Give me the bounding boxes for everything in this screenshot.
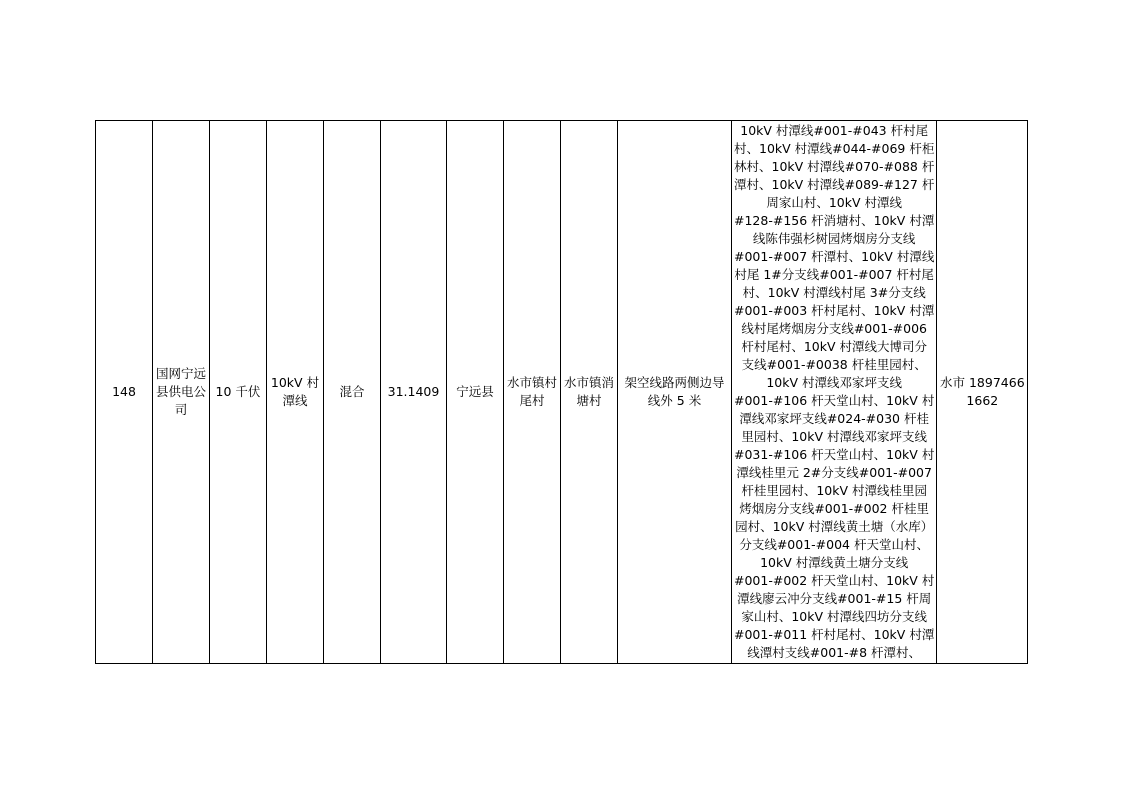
detail-line: #001-#106 杆天堂山村、10kV 村 bbox=[734, 393, 935, 408]
table-row bbox=[96, 121, 1028, 664]
protection-range-cell: 架空线路两侧边导线外 5 米 bbox=[618, 121, 732, 664]
voltage-cell: 10 千伏 bbox=[210, 121, 267, 664]
town-to-cell: 水市镇消塘村 bbox=[561, 121, 618, 664]
detail-line: 线潭村支线#001-#8 杆潭村、 bbox=[747, 645, 922, 660]
detail-line: 潭村、10kV 村潭线#089-#127 杆 bbox=[734, 177, 935, 192]
detail-line: #001-#003 杆村尾村、10kV 村潭 bbox=[734, 303, 935, 318]
detail-line: 园村、10kV 村潭线黄土塘（水库） bbox=[735, 519, 934, 534]
detail-line: #001-#002 杆天堂山村、10kV 村 bbox=[734, 573, 935, 588]
detail-line: 杆桂里园村、10kV 村潭线桂里园 bbox=[741, 483, 927, 498]
detail-line: 林村、10kV 村潭线#070-#088 杆 bbox=[734, 159, 935, 174]
detail-line: #031-#106 杆天堂山村、10kV 村 bbox=[734, 447, 935, 462]
detail-line: 潭线廖云冲分支线#001-#15 杆周 bbox=[737, 591, 932, 606]
detail-line: 分支线#001-#004 杆天堂山村、 bbox=[739, 537, 929, 552]
line-type-cell: 混合 bbox=[324, 121, 381, 664]
detail-line: #001-#011 杆村尾村、10kV 村潭 bbox=[734, 627, 935, 642]
detail-line: 家山村、10kV 村潭线四坊分支线 bbox=[741, 609, 927, 624]
line-name-cell: 10kV 村潭线 bbox=[267, 121, 324, 664]
detail-line: 潭线桂里元 2#分支线#001-#007 bbox=[736, 465, 932, 480]
detail-line: 10kV 村潭线邓家坪支线 bbox=[766, 375, 902, 390]
detail-line: 烤烟房分支线#001-#002 杆桂里 bbox=[739, 501, 929, 516]
contact-cell: 水市 18974661662 bbox=[937, 121, 1028, 664]
line-detail-text bbox=[734, 122, 934, 662]
power-line-table bbox=[95, 120, 1028, 664]
detail-line: 10kV 村潭线黄土塘分支线 bbox=[760, 555, 909, 570]
detail-line: 线村尾烤烟房分支线#001-#006 bbox=[741, 321, 927, 336]
detail-line: #128-#156 杆消塘村、10kV 村潭 bbox=[734, 213, 935, 228]
company-cell: 国网宁远县供电公司 bbox=[153, 121, 210, 664]
detail-line: 杆村尾村、10kV 村潭线大博司分 bbox=[741, 339, 927, 354]
detail-line: #001-#007 杆潭村、10kV 村潭线 bbox=[734, 249, 935, 264]
detail-line: 10kV 村潭线#001-#043 杆村尾 bbox=[740, 123, 929, 138]
detail-line: 周家山村、10kV 村潭线 bbox=[766, 195, 902, 210]
line-detail-cell bbox=[732, 121, 937, 664]
county-cell: 宁远县 bbox=[447, 121, 504, 664]
detail-line: 村、10kV 村潭线村尾 3#分支线 bbox=[742, 285, 926, 300]
detail-line: 里园村、10kV 村潭线邓家坪支线 bbox=[741, 429, 927, 444]
length-cell: 31.1409 bbox=[381, 121, 447, 664]
town-from-cell: 水市镇村尾村 bbox=[504, 121, 561, 664]
detail-line: 村、10kV 村潭线#044-#069 杆柜 bbox=[734, 141, 935, 156]
detail-line: 支线#001-#0038 杆桂里园村、 bbox=[741, 357, 927, 372]
row-index-cell: 148 bbox=[96, 121, 153, 664]
detail-line: 线陈伟强杉树园烤烟房分支线 bbox=[752, 231, 916, 246]
detail-line: 村尾 1#分支线#001-#007 杆村尾 bbox=[734, 267, 934, 282]
detail-line: 潭线邓家坪支线#024-#030 杆桂 bbox=[739, 411, 929, 426]
